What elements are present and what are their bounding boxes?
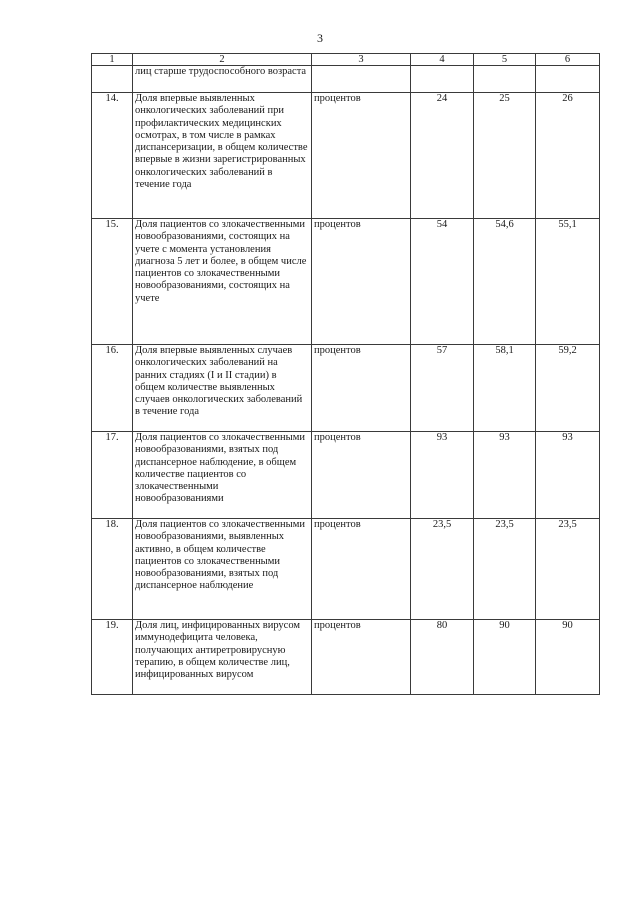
row-number: 18. [92, 519, 133, 620]
indicator-name: Доля пациентов со злокачественными новообразованиями, взятых под диспансерное наблюдение, в общем количестве пациентов со злокачественными новообразованиями [133, 432, 312, 519]
unit-cell: процентов [312, 93, 411, 219]
table-header-row [92, 54, 600, 66]
table-row [92, 66, 600, 93]
unit-cell: процентов [312, 620, 411, 695]
indicator-name: лиц старше трудоспособного возраста [133, 66, 312, 93]
value-cell: 54,6 [474, 219, 536, 345]
value-cell [411, 66, 474, 93]
column-header: 6 [536, 54, 600, 66]
table-row [92, 432, 600, 519]
value-cell [536, 66, 600, 93]
indicator-name: Доля пациентов со злокачественными новообразованиями, выявленных активно, в общем количестве пациентов со злокачественными новообразованиями, взятых под диспансерное наблюдение [133, 519, 312, 620]
value-cell: 57 [411, 345, 474, 432]
value-cell: 90 [536, 620, 600, 695]
value-cell: 23,5 [411, 519, 474, 620]
value-cell: 23,5 [536, 519, 600, 620]
table-row [92, 219, 600, 345]
value-cell: 25 [474, 93, 536, 219]
unit-cell [312, 66, 411, 93]
page-number: 3 [317, 31, 323, 45]
value-cell: 93 [536, 432, 600, 519]
table-row [92, 93, 600, 219]
value-cell: 59,2 [536, 345, 600, 432]
indicator-name: Доля впервые выявленных случаев онкологических заболеваний на ранних стадиях (I и II стадии) в общем количестве выявленных случаев онкологических заболеваний в течение года [133, 345, 312, 432]
indicators-table [91, 53, 600, 695]
row-number: 14. [92, 93, 133, 219]
value-cell [474, 66, 536, 93]
table-row [92, 519, 600, 620]
value-cell: 55,1 [536, 219, 600, 345]
unit-cell: процентов [312, 432, 411, 519]
table-row [92, 620, 600, 695]
row-number: 15. [92, 219, 133, 345]
unit-cell: процентов [312, 345, 411, 432]
unit-cell: процентов [312, 219, 411, 345]
value-cell: 24 [411, 93, 474, 219]
value-cell: 23,5 [474, 519, 536, 620]
column-header: 3 [312, 54, 411, 66]
indicator-name: Доля лиц, инфицированных вирусом иммунодефицита человека, получающих антиретровирусную терапию, в общем количестве лиц, инфицированных вирусом [133, 620, 312, 695]
value-cell: 80 [411, 620, 474, 695]
indicator-name: Доля пациентов со злокачественными новообразованиями, состоящих на учете с момента установления диагноза 5 лет и более, в общем числе пациентов со злокачественными новообразованиями, состоящих на учете [133, 219, 312, 345]
unit-cell: процентов [312, 519, 411, 620]
value-cell: 58,1 [474, 345, 536, 432]
indicator-name: Доля впервые выявленных онкологических заболеваний при профилактических медицинских осмотрах, в том числе в рамках диспансеризации, в общем количестве впервые в жизни зарегистрированных онкологических заболеваний в течение года [133, 93, 312, 219]
value-cell: 54 [411, 219, 474, 345]
column-header: 1 [92, 54, 133, 66]
table-row [92, 345, 600, 432]
column-header: 5 [474, 54, 536, 66]
value-cell: 26 [536, 93, 600, 219]
value-cell: 93 [474, 432, 536, 519]
value-cell: 90 [474, 620, 536, 695]
row-number [92, 66, 133, 93]
column-header: 2 [133, 54, 312, 66]
value-cell: 93 [411, 432, 474, 519]
row-number: 19. [92, 620, 133, 695]
row-number: 16. [92, 345, 133, 432]
row-number: 17. [92, 432, 133, 519]
column-header: 4 [411, 54, 474, 66]
